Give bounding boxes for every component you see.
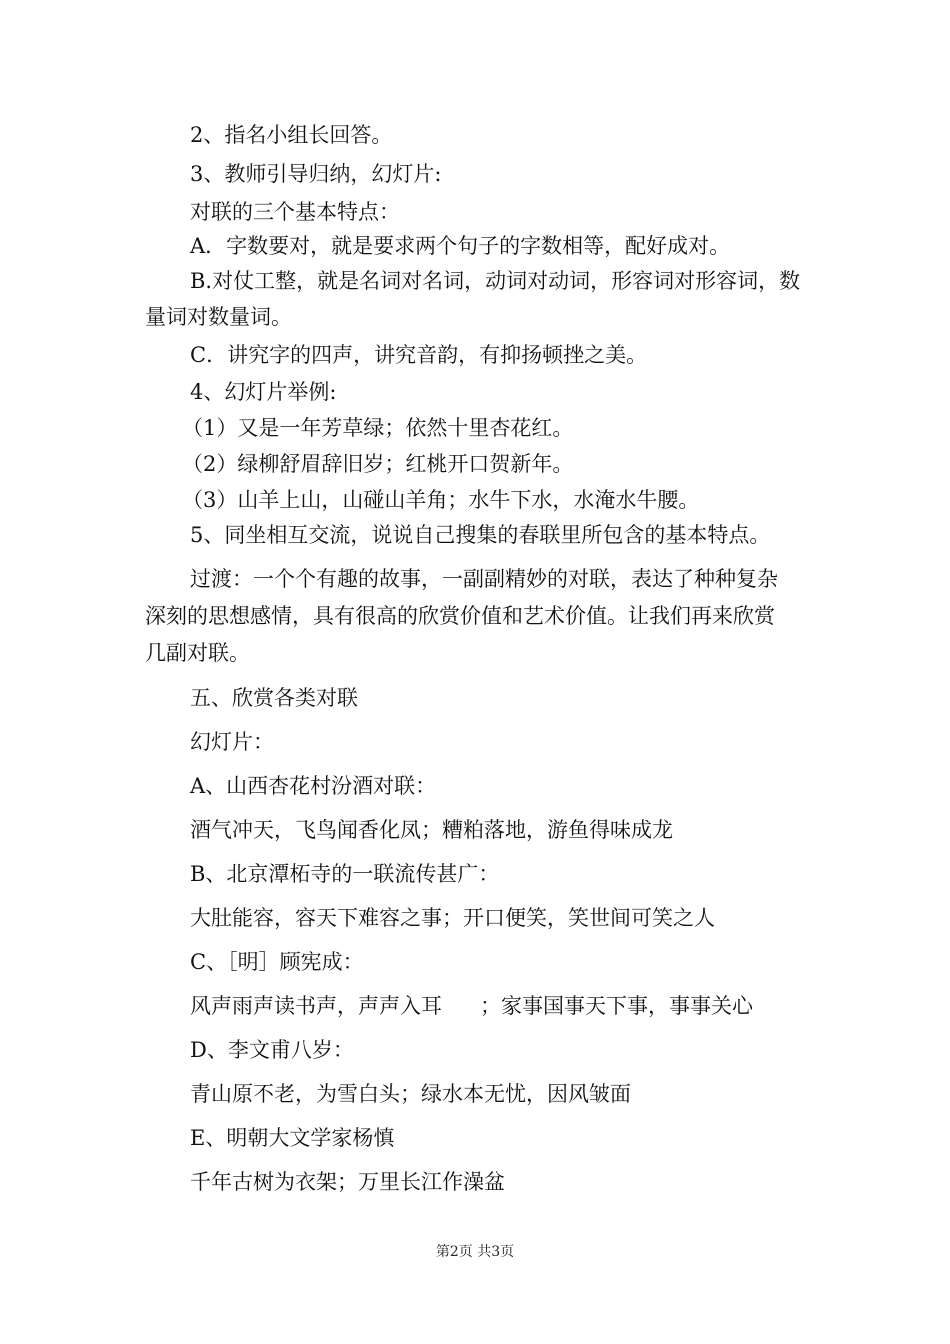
- text-line: 过渡：一个个有趣的故事，一副副精妙的对联，表达了种种复杂: [190, 567, 778, 591]
- text-line: E、明朝大文学家杨慎: [190, 1126, 395, 1150]
- couplet-line: 千年古树为衣架；万里长江作澡盆: [190, 1170, 505, 1194]
- text-line: 对联的三个基本特点：: [190, 200, 400, 224]
- couplet-second-half: ；家事国事天下事，事事关心: [480, 994, 753, 1018]
- page-footer: 第2页 共3页: [435, 1244, 515, 1260]
- text-line: 5、同坐相互交流，说说自己搜集的春联里所包含的基本特点。: [190, 523, 771, 547]
- couplet-first-half: 风声雨声读书声，声声入耳: [190, 994, 442, 1018]
- text-line: B、北京潭柘寺的一联流传甚广：: [190, 862, 500, 886]
- text-line: 幻灯片：: [190, 730, 274, 754]
- text-line: 2、指名小组长回答。: [190, 123, 393, 147]
- couplet-line: 青山原不老，为雪白头；绿水本无忧，因风皱面: [190, 1082, 631, 1106]
- section-heading: 五、欣赏各类对联: [190, 686, 358, 710]
- text-line: B.对仗工整，就是名词对名词，动词对动词，形容词对形容词，数: [190, 269, 801, 293]
- couplet-line: [190, 991, 753, 1021]
- text-line: A、山西杏花村汾酒对联：: [190, 774, 437, 798]
- text-line: 4、幻灯片举例:: [190, 380, 337, 404]
- text-line: C．讲究字的四声，讲究音韵，有抑扬顿挫之美。: [190, 343, 648, 367]
- text-line: （1）又是一年芳草绿；依然十里杏花红。: [182, 416, 574, 440]
- text-line: 几副对联。: [145, 641, 250, 665]
- text-line: （3）山羊上山，山碰山羊角；水牛下水，水淹水牛腰。: [182, 488, 700, 512]
- text-line: 深刻的思想感情，具有很高的欣赏价值和艺术价值。让我们再来欣赏: [145, 604, 775, 628]
- text-line: D、李文甫八岁：: [190, 1038, 354, 1062]
- couplet-line: 大肚能容，容天下难容之事；开口便笑，笑世间可笑之人: [190, 906, 715, 930]
- text-line: （2）绿柳舒眉辞旧岁；红桃开口贺新年。: [182, 452, 574, 476]
- text-line: A．字数要对，就是要求两个句子的字数相等，配好成对。: [190, 234, 731, 258]
- text-line: C、［明］顾宪成：: [190, 950, 364, 974]
- text-line: 量词对数量词。: [145, 305, 292, 329]
- couplet-line: 酒气冲天，飞鸟闻香化凤；糟粕落地，游鱼得味成龙: [190, 818, 673, 842]
- text-line: 3、教师引导归纳，幻灯片:: [190, 162, 442, 186]
